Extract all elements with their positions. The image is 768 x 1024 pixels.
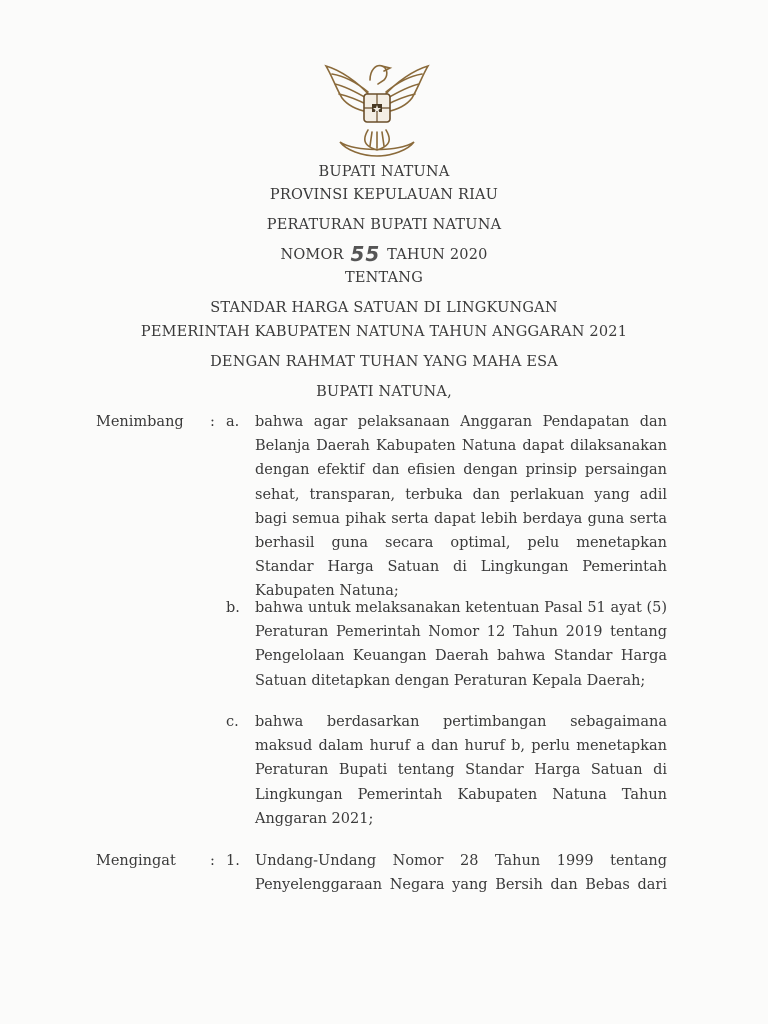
mengingat-label: Mengingat — [96, 853, 176, 869]
nomor-suffix: TAHUN 2020 — [387, 247, 488, 263]
mengingat-colon: : — [210, 853, 215, 869]
blessing-line: DENGAN RAHMAT TUHAN YANG MAHA ESA — [210, 354, 558, 370]
menimbang-item-b: bahwa untuk melaksanakan ketentuan Pasal 51 ayat (5) Peraturan Pemerintah Nomor 12 Tahun 2019 tentang Pengelolaan Keuangan Daerah bahwa Standar Harga Satuan ditetapkan dengan Peraturan Kepala Daerah; — [255, 600, 667, 689]
menimbang-label: Menimbang — [96, 414, 184, 430]
menimbang-colon: : — [210, 414, 215, 430]
menimbang-marker-b: b. — [226, 600, 240, 616]
menimbang-item-a: bahwa agar pelaksanaan Anggaran Pendapatan dan Belanja Daerah Kabupaten Natuna dapat dilaksanakan dengan efektif dan efisien dengan prinsip persaingan sehat, transparan, terbuka dan perlakuan yang adil bagi semua pihak serta dapat lebih berdaya guna serta berhasil guna secara optimal, pelu menetapkan Standar Harga Satuan di Lingkungan Pemerintah Kabupaten Natuna; — [255, 414, 667, 600]
regent-title: BUPATI NATUNA — [318, 164, 450, 180]
subject-title-line1: STANDAR HARGA SATUAN DI LINGKUNGAN — [210, 300, 558, 316]
regulation-title: PERATURAN BUPATI NATUNA — [266, 217, 502, 233]
nomor-prefix: NOMOR — [280, 247, 344, 263]
nomor-value: 55 — [350, 242, 381, 266]
mengingat-marker-1: 1. — [226, 853, 240, 869]
tentang-heading: TENTANG — [345, 270, 423, 286]
regent-salutation: BUPATI NATUNA, — [316, 384, 452, 400]
subject-title-line2: PEMERINTAH KABUPATEN NATUNA TAHUN ANGGARAN 2021 — [140, 324, 628, 340]
menimbang-marker-a: a. — [226, 414, 240, 430]
mengingat-item-1: Undang-Undang Nomor 28 Tahun 1999 tentang Penyelenggaraan Negara yang Bersih dan Bebas dari — [255, 853, 667, 894]
garuda-emblem-icon — [318, 52, 436, 158]
province-title: PROVINSI KEPULAUAN RIAU — [269, 187, 499, 203]
menimbang-marker-c: c. — [226, 714, 239, 730]
regulation-number — [0, 240, 768, 264]
menimbang-item-c: bahwa berdasarkan pertimbangan sebagaimana maksud dalam huruf a dan huruf b, perlu menetapkan Peraturan Bupati tentang Standar Harga Satuan di Lingkungan Pemerintah Kabupaten Natuna Tahun Anggaran 2021; — [255, 714, 667, 827]
